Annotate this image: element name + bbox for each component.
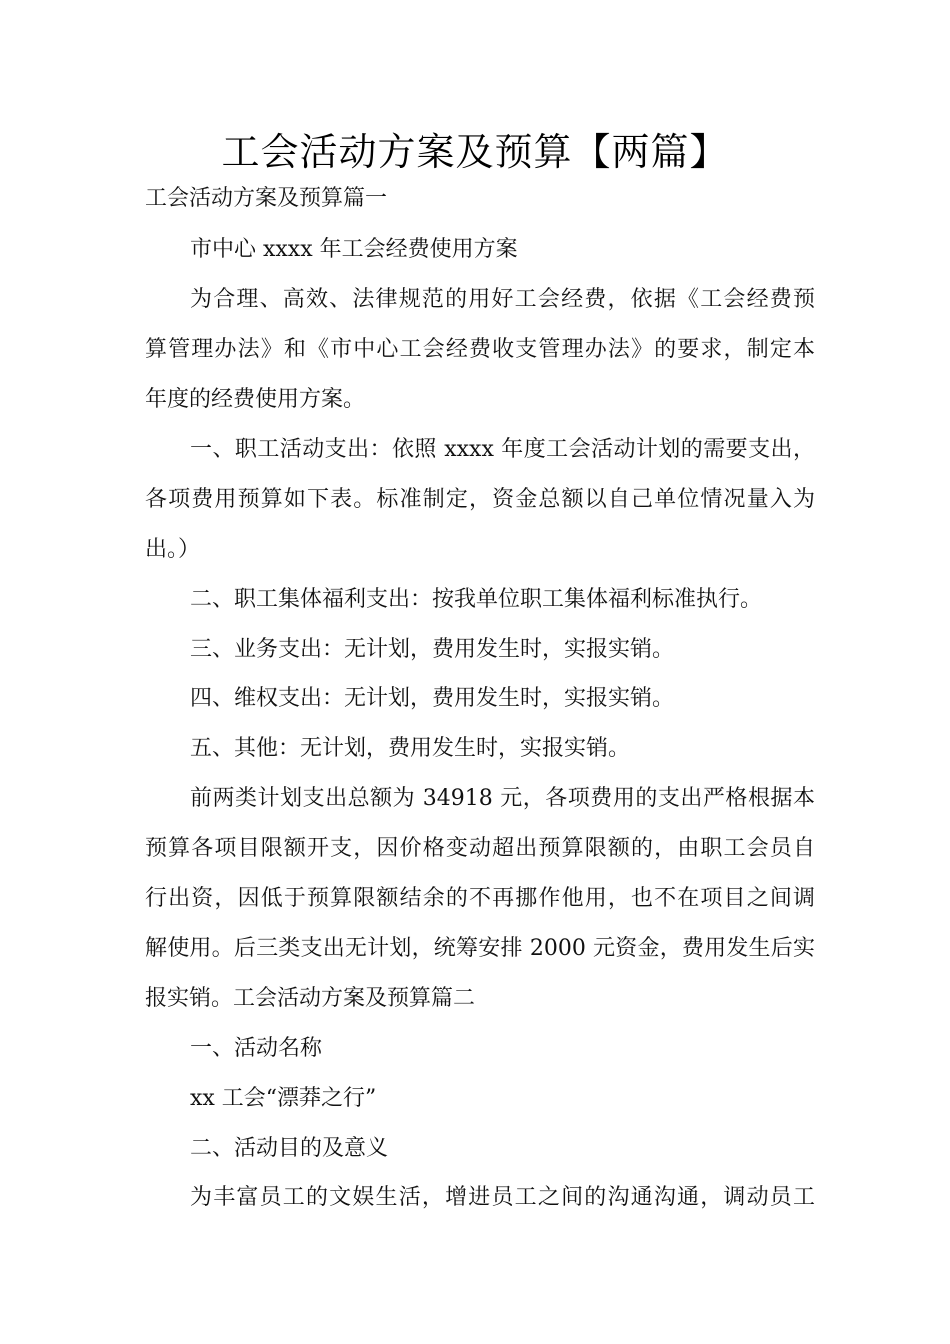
plan-subtitle: 市中心 xxxx 年工会经费使用方案 bbox=[190, 237, 518, 262]
paragraph-line: 行出资，因低于预算限额结余的不再挪作他用，也不在项目之间调 bbox=[145, 886, 815, 911]
paragraph-line: 年度的经费使用方案。 bbox=[145, 387, 366, 412]
paragraph-line: 算管理办法》和《市中心工会经费收支管理办法》的要求，制定本 bbox=[145, 337, 815, 362]
paragraph-line: 预算各项目限额开支，因价格变动超出预算限额的，由职工会员自 bbox=[145, 836, 815, 861]
list-item: 四、维权支出：无计划，费用发生时，实报实销。 bbox=[190, 686, 675, 711]
activity-name: xx 工会“漂莽之行” bbox=[190, 1086, 377, 1111]
paragraph-line: 各项费用预算如下表。标准制定，资金总额以自己单位情况量入为 bbox=[145, 487, 815, 512]
paragraph-line: 前两类计划支出总额为 34918 元，各项费用的支出严格根据本 bbox=[190, 786, 815, 811]
document-title: 工会活动方案及预算【两篇】 bbox=[221, 130, 729, 174]
list-item: 二、活动目的及意义 bbox=[190, 1136, 389, 1161]
paragraph-line: 为丰富员工的文娱生活，增进员工之间的沟通沟通，调动员工 bbox=[190, 1185, 815, 1210]
list-item: 一、活动名称 bbox=[190, 1036, 323, 1061]
list-item: 二、职工集体福利支出：按我单位职工集体福利标准执行。 bbox=[190, 587, 763, 612]
paragraph-line: 一、职工活动支出：依照 xxxx 年度工会活动计划的需要支出， bbox=[190, 437, 815, 462]
paragraph-line: 解使用。后三类支出无计划，统筹安排 2000 元资金，费用发生后实 bbox=[145, 936, 815, 961]
paragraph-line: 报实销。工会活动方案及预算篇二 bbox=[145, 986, 476, 1011]
list-item: 五、其他：无计划，费用发生时，实报实销。 bbox=[190, 736, 631, 761]
list-item: 三、业务支出：无计划，费用发生时，实报实销。 bbox=[190, 637, 675, 662]
paragraph-line: 为合理、高效、法律规范的用好工会经费，依据《工会经费预 bbox=[190, 287, 815, 312]
paragraph-line: 出。） bbox=[145, 537, 201, 562]
section-heading-part-one: 工会活动方案及预算篇一 bbox=[145, 186, 388, 211]
